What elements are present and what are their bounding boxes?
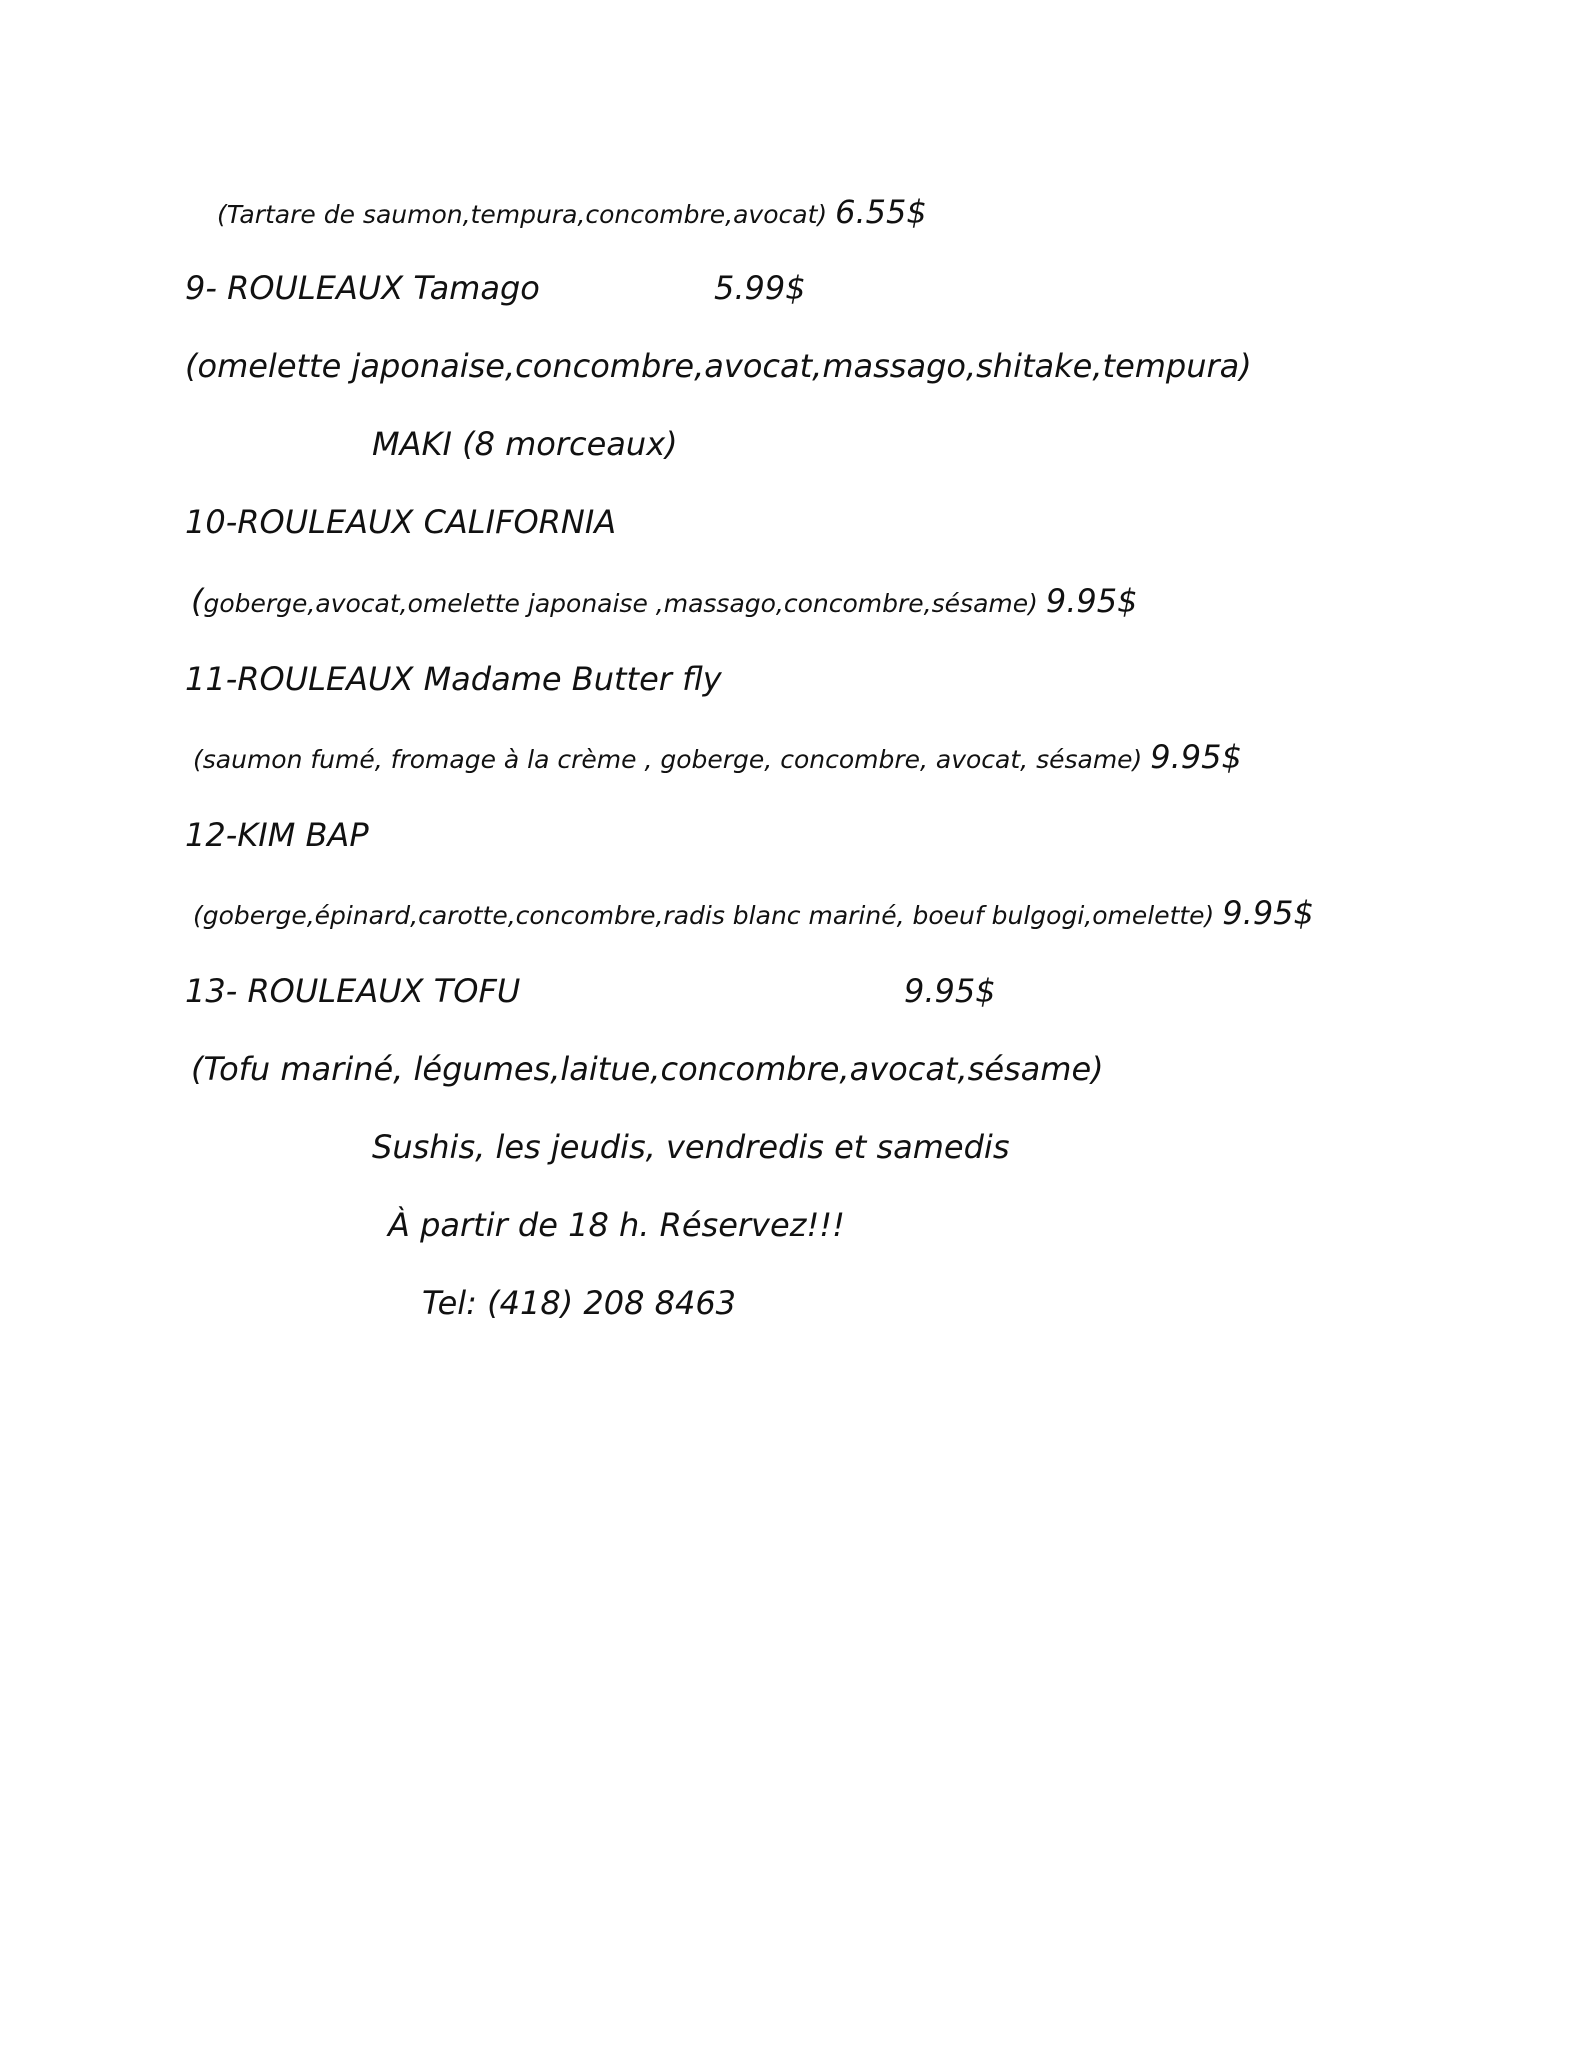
- item-13-description: (Tofu mariné, légumes,laitue,concombre,avocat,sésame): [191, 1050, 1104, 1088]
- item-13-title: 13- ROULEAUX TOFU: [185, 972, 521, 1010]
- item-10-title: 10-ROULEAUX CALIFORNIA: [185, 503, 617, 541]
- item-10-price: 9.95$: [1045, 582, 1138, 620]
- item-11-description-row: [193, 738, 1242, 776]
- item-12-description-row: [193, 894, 1314, 932]
- item-9-description: (omelette japonaise,concombre,avocat,massago,shitake,tempura): [185, 347, 1252, 385]
- item-9-title: 9- ROULEAUX Tamago: [185, 269, 540, 307]
- item-8-description-row: [217, 193, 927, 231]
- sushi-days-note: Sushis, les jeudis, vendredis et samedis: [372, 1128, 1010, 1166]
- item-11-title: 11-ROULEAUX Madame Butter fly: [185, 660, 722, 698]
- item-10-open-paren: (: [191, 582, 204, 620]
- item-11-price: 9.95$: [1150, 738, 1242, 776]
- item-12-price: 9.95$: [1222, 894, 1314, 932]
- item-8-price: 6.55$: [835, 193, 927, 231]
- item-10-description: goberge,avocat,omelette japonaise ,massago,concombre,sésame): [203, 589, 1038, 618]
- item-12-title: 12-KIM BAP: [185, 816, 369, 854]
- item-8-description: (Tartare de saumon,tempura,concombre,avocat): [217, 200, 828, 229]
- item-9-price: 5.99$: [714, 269, 806, 307]
- item-12-description: (goberge,épinard,carotte,concombre,radis blanc mariné, boeuf bulgogi,omelette): [193, 901, 1215, 930]
- maki-section-heading: MAKI (8 morceaux): [372, 425, 678, 463]
- item-11-description: (saumon fumé, fromage à la crème , goberge, concombre, avocat, sésame): [193, 745, 1143, 774]
- reservation-time-note: À partir de 18 h. Réservez!!!: [388, 1206, 845, 1244]
- item-13-price: 9.95$: [904, 972, 996, 1010]
- item-10-description-row: [191, 582, 1138, 620]
- telephone-number: Tel: (418) 208 8463: [422, 1284, 737, 1322]
